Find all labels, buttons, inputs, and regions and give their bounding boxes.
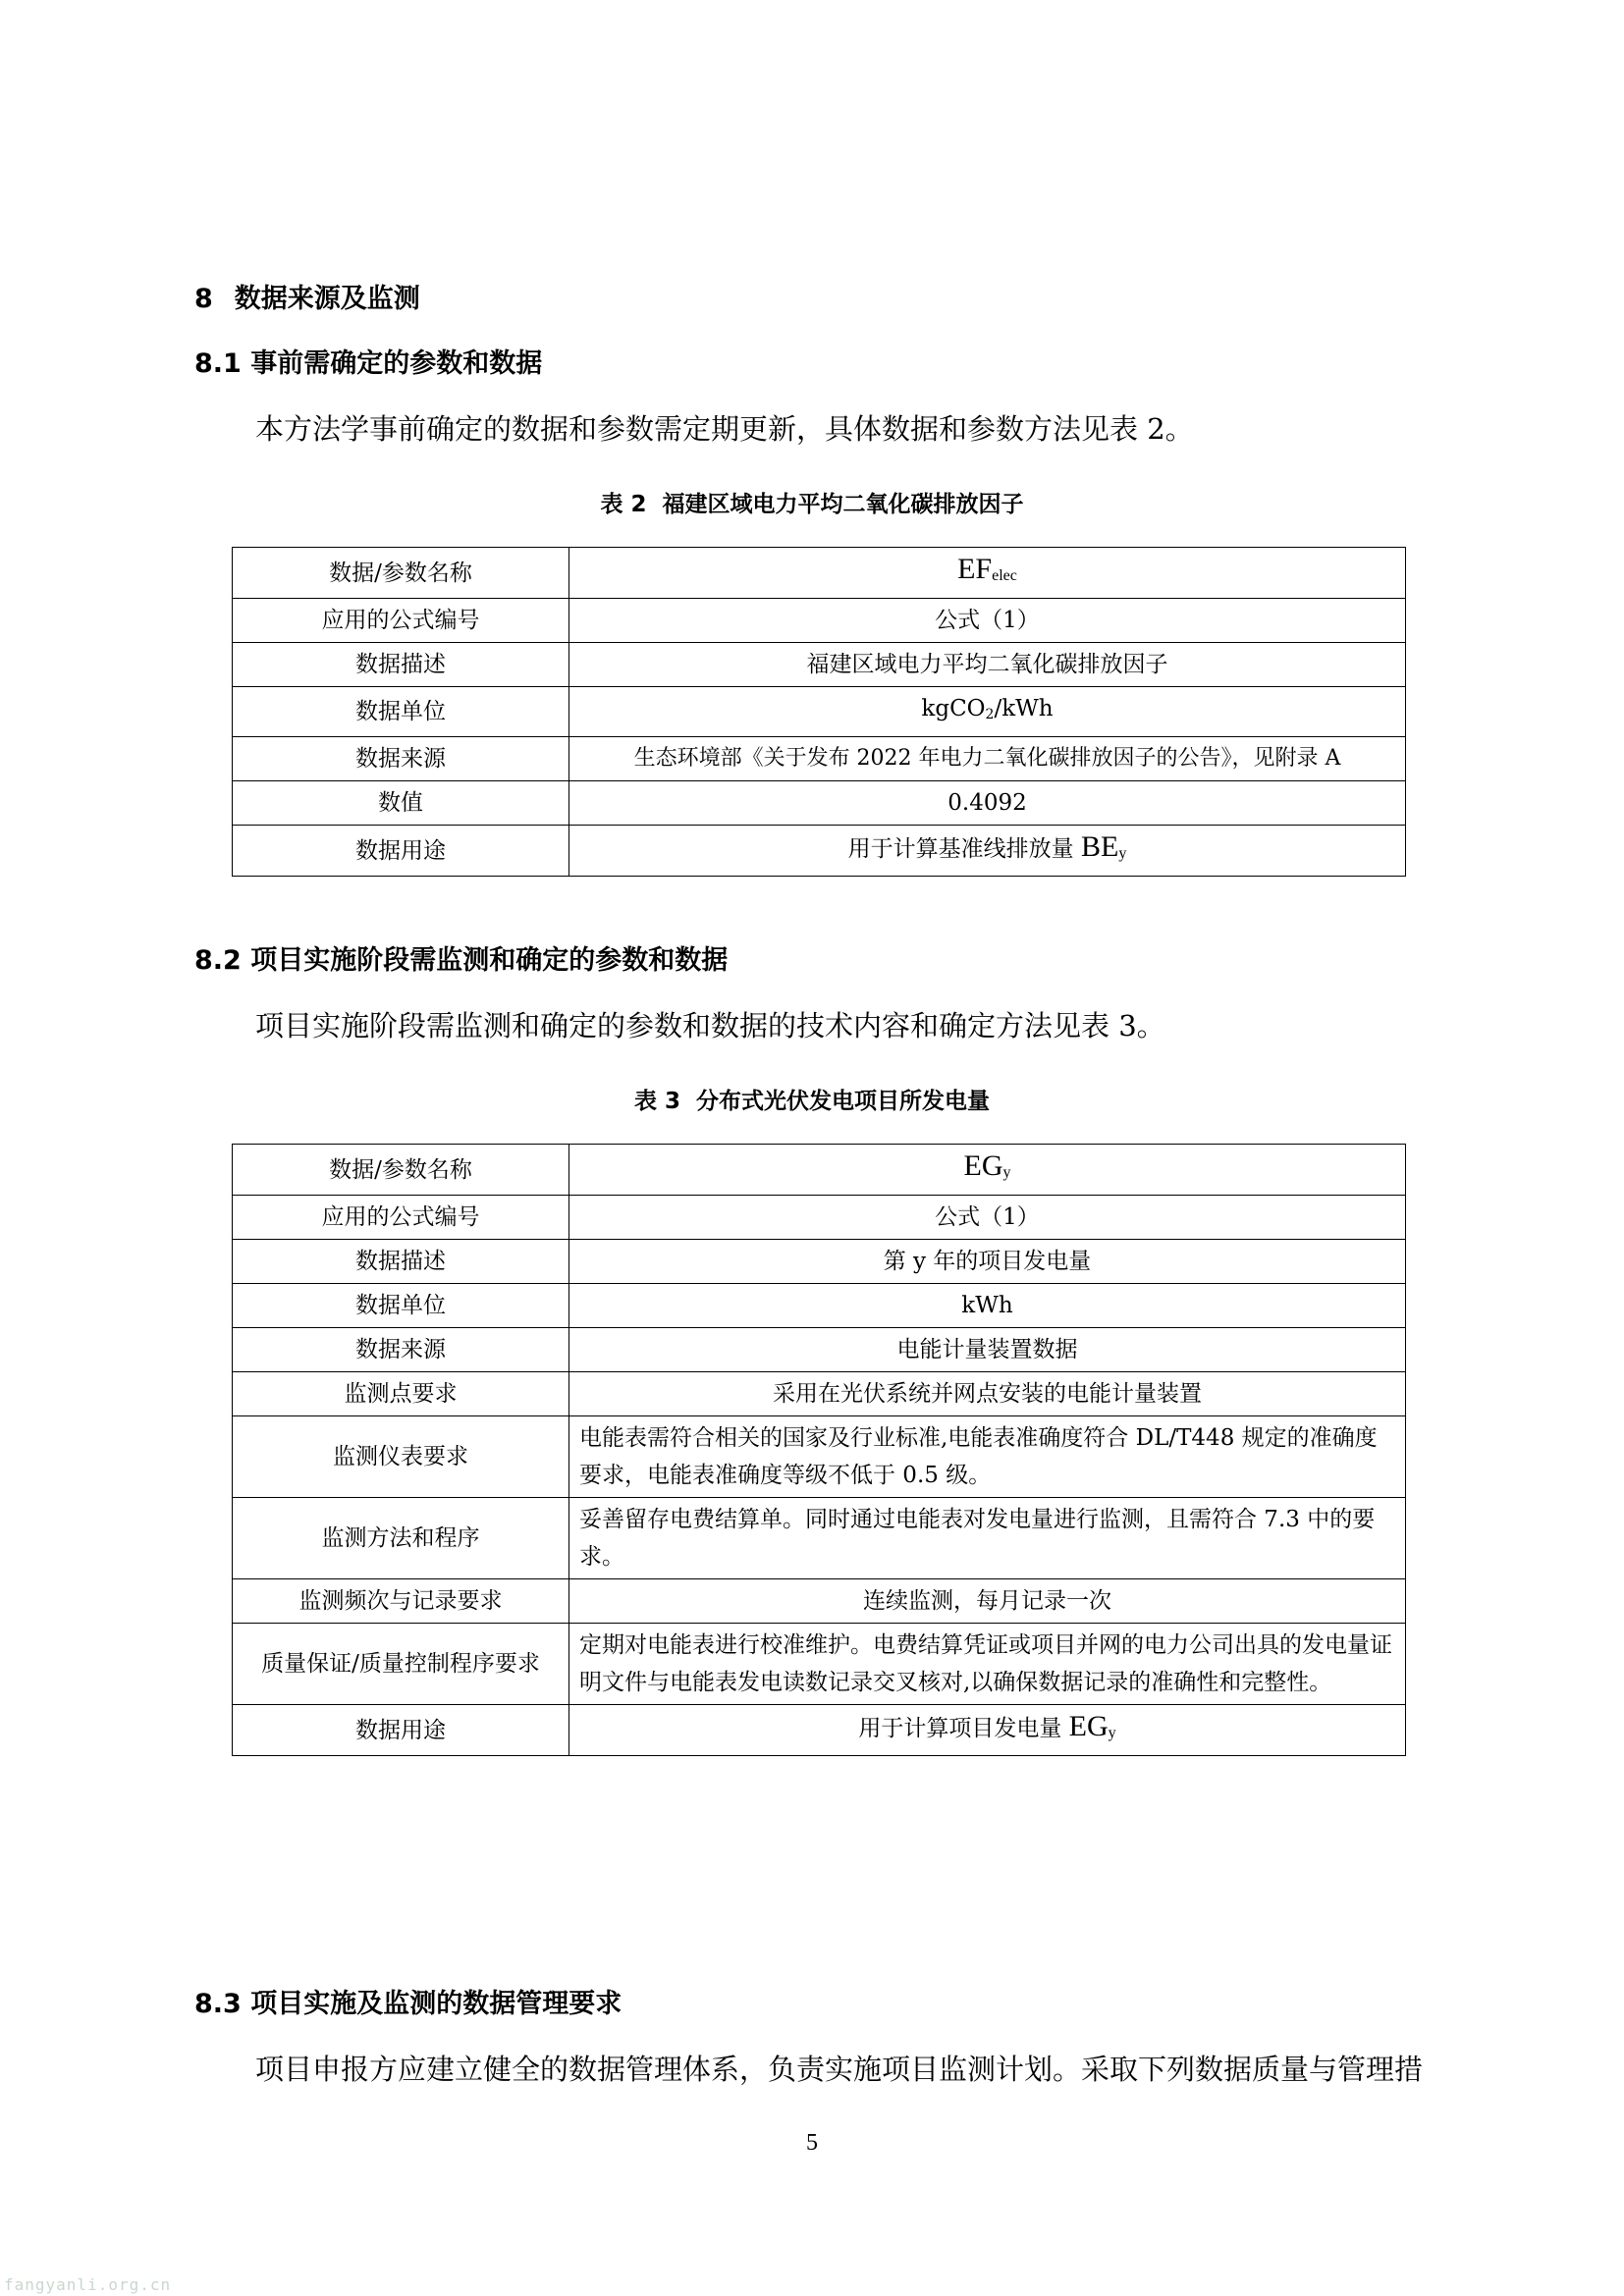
row-label: 数据来源 xyxy=(233,1328,569,1372)
row-label: 监测频次与记录要求 xyxy=(233,1579,569,1624)
row-label: 监测点要求 xyxy=(233,1372,569,1416)
row-label: 数据单位 xyxy=(233,687,569,737)
row-label: 数据/参数名称 xyxy=(233,1145,569,1196)
page-number: 5 xyxy=(806,2130,818,2156)
symbol-eg-y: $EG_y$ xyxy=(1068,1710,1116,1742)
row-value xyxy=(569,1145,1406,1196)
section-8-1-heading: 8.1 事前需确定的参数和数据 xyxy=(194,348,543,379)
row-label: 数据用途 xyxy=(233,826,569,877)
table-row xyxy=(233,1416,1406,1498)
row-label: 数据来源 xyxy=(233,737,569,781)
table-row xyxy=(233,1372,1406,1416)
row-value: 用于计算基准线排放量 $BE_y$ xyxy=(569,826,1406,877)
row-value: 定期对电能表进行校准维护。电费结算凭证或项目并网的电力公司出具的发电量证明文件与电能表发电读数记录交叉核对,以确保数据记录的准确性和完整性。 xyxy=(569,1624,1406,1705)
row-label: 监测仪表要求 xyxy=(233,1416,569,1498)
table-row xyxy=(233,1624,1406,1705)
row-value: 电能表需符合相关的国家及行业标准,电能表准确度符合 DL/T448 规定的准确度要求，电能表准确度等级不低于 0.5 级。 xyxy=(569,1416,1406,1498)
table-row xyxy=(233,1579,1406,1624)
symbol-ef-elec: $EF_{elec}$ xyxy=(957,553,1017,585)
table-row xyxy=(233,826,1406,877)
row-value: 连续监测，每月记录一次 xyxy=(569,1579,1406,1624)
table-row xyxy=(233,599,1406,643)
table-row xyxy=(233,737,1406,781)
section-8-2-paragraph: 项目实施阶段需监测和确定的参数和数据的技术内容和确定方法见表 3。 xyxy=(255,1009,1165,1042)
row-value: 公式（1） xyxy=(569,599,1406,643)
row-value: 0.4092 xyxy=(569,781,1406,826)
table-row xyxy=(233,1284,1406,1328)
row-label: 应用的公式编号 xyxy=(233,599,569,643)
section-8-2-heading: 8.2 项目实施阶段需监测和确定的参数和数据 xyxy=(194,945,729,976)
caption-number: 表 2 xyxy=(600,492,647,517)
section-8-heading xyxy=(194,283,420,316)
table-3-caption xyxy=(0,1087,1624,1116)
caption-number: 表 3 xyxy=(633,1089,680,1114)
caption-title: 分布式光伏发电项目所发电量 xyxy=(696,1089,990,1114)
row-value: 电能计量装置数据 xyxy=(569,1328,1406,1372)
table-2-caption xyxy=(0,490,1624,519)
table-row xyxy=(233,781,1406,826)
table-row xyxy=(233,1498,1406,1579)
table-row xyxy=(233,643,1406,687)
table-row xyxy=(233,1196,1406,1240)
table-row xyxy=(233,687,1406,737)
table-row xyxy=(233,1145,1406,1196)
row-value: 妥善留存电费结算单。同时通过电能表对发电量进行监测，且需符合 7.3 中的要求。 xyxy=(569,1498,1406,1579)
section-8-3-heading: 8.3 项目实施及监测的数据管理要求 xyxy=(194,1989,623,2019)
row-value: kWh xyxy=(569,1284,1406,1328)
row-label: 数值 xyxy=(233,781,569,826)
row-label: 应用的公式编号 xyxy=(233,1196,569,1240)
row-label: 监测方法和程序 xyxy=(233,1498,569,1579)
row-label: 数据描述 xyxy=(233,643,569,687)
row-value: 第 y 年的项目发电量 xyxy=(569,1240,1406,1284)
symbol-eg-y: $EG_y$ xyxy=(963,1149,1011,1182)
table-row xyxy=(233,548,1406,599)
row-value: 福建区域电力平均二氧化碳排放因子 xyxy=(569,643,1406,687)
row-value: 用于计算项目发电量 $EG_y$ xyxy=(569,1705,1406,1756)
section-title: 数据来源及监测 xyxy=(234,284,420,314)
row-value: 公式（1） xyxy=(569,1196,1406,1240)
row-value xyxy=(569,548,1406,599)
section-8-1-paragraph: 本方法学事前确定的数据和参数需定期更新，具体数据和参数方法见表 2。 xyxy=(255,412,1194,446)
section-number: 8 xyxy=(194,284,213,314)
table-row xyxy=(233,1328,1406,1372)
symbol-be-y: $BE_y$ xyxy=(1080,830,1127,863)
row-label: 数据用途 xyxy=(233,1705,569,1756)
watermark: fangyanli.org.cn xyxy=(4,2275,172,2294)
row-label: 数据描述 xyxy=(233,1240,569,1284)
table-row xyxy=(233,1240,1406,1284)
row-value: 采用在光伏系统并网点安装的电能计量装置 xyxy=(569,1372,1406,1416)
section-8-3-paragraph: 项目申报方应建立健全的数据管理体系，负责实施项目监测计划。采取下列数据质量与管理措 xyxy=(255,2053,1424,2086)
caption-title: 福建区域电力平均二氧化碳排放因子 xyxy=(662,492,1024,517)
row-value: 生态环境部《关于发布 2022 年电力二氧化碳排放因子的公告》，见附录 A xyxy=(569,737,1406,781)
row-label: 质量保证/质量控制程序要求 xyxy=(233,1624,569,1705)
row-label: 数据/参数名称 xyxy=(233,548,569,599)
table-3 xyxy=(232,1144,1406,1756)
row-label: 数据单位 xyxy=(233,1284,569,1328)
row-value: kgCO$_2$/kWh xyxy=(569,687,1406,737)
table-2 xyxy=(232,547,1406,877)
table-row xyxy=(233,1705,1406,1756)
